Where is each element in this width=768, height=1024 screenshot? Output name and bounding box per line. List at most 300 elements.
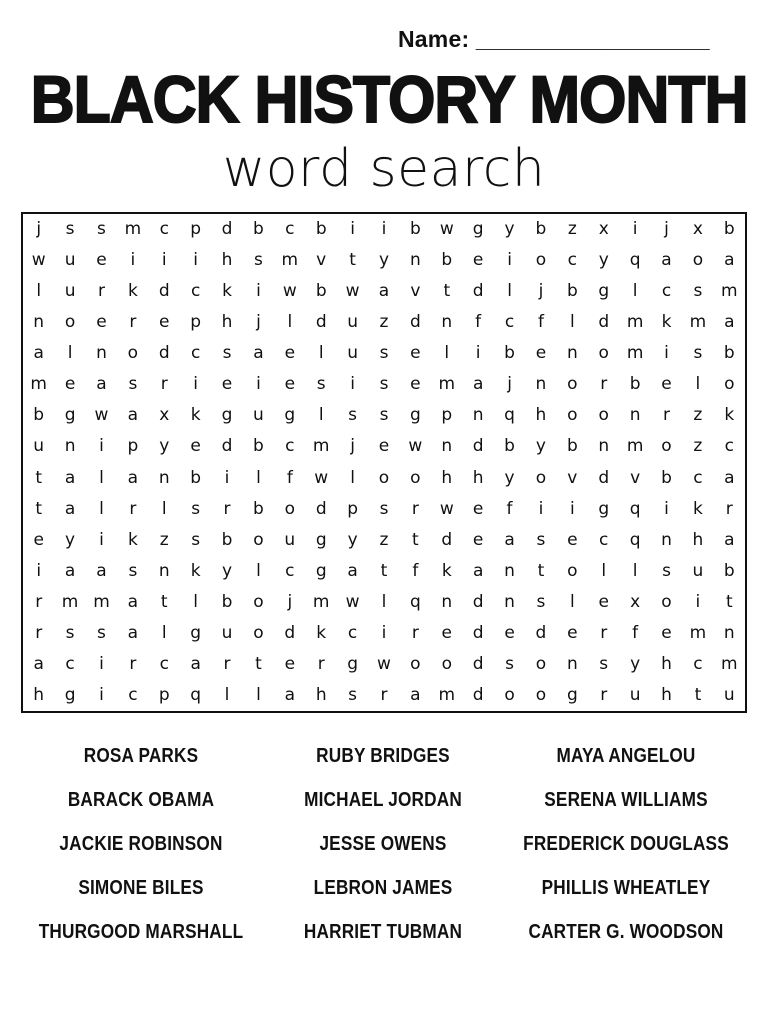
grid-letter[interactable]: c (190, 343, 201, 364)
grid-letter[interactable]: g (315, 529, 327, 550)
grid-letter[interactable]: b (661, 467, 672, 488)
grid-letter[interactable]: i (130, 250, 136, 271)
grid-letter[interactable]: t (255, 653, 262, 674)
grid-letter[interactable]: b (221, 529, 233, 550)
grid-letter[interactable]: n (96, 343, 107, 364)
grid-letter[interactable]: a (127, 467, 139, 488)
grid-letter[interactable]: t (537, 560, 545, 581)
grid-letter[interactable]: d (598, 467, 610, 488)
grid-letter[interactable]: i (664, 498, 669, 519)
grid-letter[interactable]: d (472, 622, 484, 643)
grid-letter[interactable]: e (661, 374, 672, 395)
grid-letter[interactable]: o (410, 653, 421, 674)
grid-letter[interactable]: s (97, 622, 106, 643)
grid-letter[interactable]: v (630, 467, 641, 488)
grid-letter[interactable]: k (692, 498, 703, 519)
grid-letter[interactable]: d (472, 653, 484, 674)
grid-letter[interactable]: m (438, 684, 456, 705)
grid-letter[interactable]: i (632, 219, 638, 240)
grid-letter[interactable]: u (347, 312, 358, 333)
grid-letter[interactable]: o (567, 374, 578, 395)
grid-letter[interactable]: a (96, 374, 107, 395)
grid-letter[interactable]: e (33, 529, 44, 550)
grid-letter[interactable]: a (504, 529, 515, 550)
grid-letter[interactable]: y (504, 467, 515, 488)
grid-letter[interactable]: w (439, 498, 454, 519)
grid-letter[interactable]: u (629, 684, 641, 705)
grid-letter[interactable]: n (566, 343, 578, 364)
grid-letter[interactable]: b (535, 219, 547, 240)
grid-letter[interactable]: c (159, 219, 169, 240)
grid-letter[interactable]: l (569, 591, 575, 612)
grid-letter[interactable]: z (693, 436, 703, 457)
grid-letter[interactable]: o (253, 591, 264, 612)
grid-letter[interactable]: b (504, 436, 515, 457)
grid-letter[interactable]: c (128, 684, 138, 705)
grid-letter[interactable]: t (694, 684, 702, 705)
grid-letter[interactable]: r (317, 653, 325, 674)
grid-letter[interactable]: s (128, 374, 138, 395)
grid-letter[interactable]: i (475, 343, 481, 364)
grid-letter[interactable]: i (256, 281, 261, 302)
grid-letter[interactable]: d (472, 281, 484, 302)
grid-letter[interactable]: o (692, 250, 704, 271)
grid-letter[interactable]: r (223, 498, 231, 519)
grid-letter[interactable]: n (441, 591, 453, 612)
grid-letter[interactable]: s (348, 405, 358, 426)
grid-letter[interactable]: i (664, 343, 669, 364)
grid-letter[interactable]: b (441, 250, 453, 271)
grid-letter[interactable]: i (695, 591, 701, 612)
grid-letter[interactable]: c (65, 653, 75, 674)
grid-letter[interactable]: e (159, 312, 170, 333)
grid-letter[interactable]: p (441, 405, 453, 426)
grid-letter[interactable]: s (222, 343, 232, 364)
grid-letter[interactable]: i (507, 250, 512, 271)
grid-letter[interactable]: b (253, 498, 264, 519)
grid-letter[interactable]: i (193, 374, 199, 395)
grid-letter[interactable]: o (724, 374, 735, 395)
grid-letter[interactable]: x (159, 405, 170, 426)
grid-letter[interactable]: h (441, 467, 453, 488)
grid-letter[interactable]: d (158, 281, 170, 302)
grid-letter[interactable]: e (567, 622, 578, 643)
grid-letter[interactable]: n (504, 591, 515, 612)
grid-letter[interactable]: h (221, 250, 233, 271)
grid-letter[interactable]: i (161, 250, 167, 271)
grid-letter[interactable]: z (159, 529, 169, 550)
grid-letter[interactable]: a (64, 467, 76, 488)
grid-letter[interactable]: h (33, 684, 45, 705)
grid-letter[interactable]: a (724, 250, 735, 271)
grid-letter[interactable]: q (629, 250, 641, 271)
grid-letter[interactable]: s (97, 219, 106, 240)
grid-letter[interactable]: e (221, 374, 233, 395)
grid-letter[interactable]: r (600, 622, 608, 643)
grid-letter[interactable]: o (598, 343, 609, 364)
grid-letter[interactable]: d (158, 343, 170, 364)
grid-letter[interactable]: x (630, 591, 641, 612)
grid-letter[interactable]: r (600, 684, 608, 705)
grid-letter[interactable]: c (285, 560, 295, 581)
grid-letter[interactable]: z (379, 312, 389, 333)
grid-letter[interactable]: w (314, 467, 329, 488)
grid-letter[interactable]: s (191, 529, 201, 550)
grid-letter[interactable]: i (99, 684, 104, 705)
grid-letter[interactable]: r (35, 591, 43, 612)
grid-letter[interactable]: o (535, 250, 547, 271)
grid-letter[interactable]: r (725, 498, 733, 519)
grid-letter[interactable]: b (190, 467, 202, 488)
grid-letter[interactable]: o (504, 684, 515, 705)
grid-letter[interactable]: c (567, 250, 578, 271)
grid-letter[interactable]: l (224, 684, 230, 705)
grid-letter[interactable]: s (316, 374, 326, 395)
grid-letter[interactable]: m (626, 343, 644, 364)
grid-letter[interactable]: m (626, 312, 644, 333)
grid-letter[interactable]: t (725, 591, 733, 612)
grid-letter[interactable]: k (441, 560, 452, 581)
grid-letter[interactable]: u (692, 560, 704, 581)
grid-letter[interactable]: b (409, 219, 421, 240)
grid-letter[interactable]: m (30, 374, 47, 395)
grid-letter[interactable]: l (256, 467, 261, 488)
grid-letter[interactable]: b (723, 219, 735, 240)
grid-letter[interactable]: e (504, 622, 515, 643)
grid-letter[interactable]: n (64, 436, 76, 457)
grid-letter[interactable]: t (349, 250, 356, 271)
grid-letter[interactable]: l (350, 467, 355, 488)
grid-letter[interactable]: g (409, 405, 421, 426)
grid-letter[interactable]: c (285, 219, 295, 240)
grid-letter[interactable]: z (379, 529, 389, 550)
grid-letter[interactable]: g (598, 281, 610, 302)
grid-letter[interactable]: i (36, 560, 42, 581)
grid-letter[interactable]: b (253, 219, 264, 240)
grid-letter[interactable]: d (409, 312, 421, 333)
grid-letter[interactable]: z (693, 405, 703, 426)
grid-letter[interactable]: o (535, 653, 547, 674)
grid-letter[interactable]: m (281, 250, 299, 271)
grid-letter[interactable]: s (379, 343, 389, 364)
grid-letter[interactable]: e (472, 498, 484, 519)
grid-letter[interactable]: p (158, 684, 170, 705)
grid-letter[interactable]: m (312, 436, 330, 457)
grid-letter[interactable]: a (64, 560, 76, 581)
grid-letter[interactable]: j (36, 219, 42, 240)
grid-letter[interactable]: n (158, 467, 170, 488)
grid-letter[interactable]: s (505, 653, 514, 674)
grid-letter[interactable]: n (629, 405, 641, 426)
grid-letter[interactable]: g (566, 684, 578, 705)
grid-letter[interactable]: a (347, 560, 358, 581)
grid-letter[interactable]: r (129, 498, 137, 519)
grid-letter[interactable]: o (378, 467, 390, 488)
grid-letter[interactable]: g (284, 405, 296, 426)
grid-letter[interactable]: n (441, 312, 453, 333)
grid-letter[interactable]: h (661, 684, 672, 705)
grid-letter[interactable]: i (381, 219, 387, 240)
grid-letter[interactable]: e (598, 591, 609, 612)
grid-letter[interactable]: t (412, 529, 419, 550)
grid-letter[interactable]: m (124, 219, 142, 240)
grid-letter[interactable]: a (724, 312, 735, 333)
grid-letter[interactable]: g (190, 622, 202, 643)
grid-letter[interactable]: e (441, 622, 452, 643)
grid-letter[interactable]: l (67, 343, 73, 364)
grid-letter[interactable]: k (222, 281, 232, 302)
grid-letter[interactable]: s (379, 498, 389, 519)
grid-letter[interactable]: s (693, 343, 703, 364)
grid-letter[interactable]: l (256, 560, 261, 581)
grid-letter[interactable]: b (723, 560, 735, 581)
grid-letter[interactable]: u (64, 281, 76, 302)
grid-letter[interactable]: e (472, 529, 484, 550)
grid-letter[interactable]: k (661, 312, 672, 333)
grid-letter[interactable]: f (632, 622, 639, 643)
grid-letter[interactable]: k (190, 405, 201, 426)
grid-letter[interactable]: j (507, 374, 512, 395)
grid-letter[interactable]: h (472, 467, 484, 488)
grid-letter[interactable]: e (410, 374, 421, 395)
grid-letter[interactable]: a (472, 374, 484, 395)
grid-letter[interactable]: c (661, 281, 672, 302)
grid-letter[interactable]: o (284, 498, 296, 519)
grid-letter[interactable]: i (381, 622, 387, 643)
grid-letter[interactable]: b (315, 219, 327, 240)
grid-letter[interactable]: g (64, 684, 76, 705)
grid-letter[interactable]: r (380, 684, 388, 705)
grid-letter[interactable]: n (661, 529, 672, 550)
grid-letter[interactable]: p (190, 312, 202, 333)
grid-letter[interactable]: t (35, 498, 43, 519)
grid-letter[interactable]: h (315, 684, 327, 705)
grid-letter[interactable]: b (33, 405, 45, 426)
grid-letter[interactable]: m (61, 591, 79, 612)
grid-letter[interactable]: w (439, 219, 454, 240)
grid-letter[interactable]: n (535, 374, 547, 395)
grid-letter[interactable]: j (664, 219, 669, 240)
grid-letter[interactable]: t (443, 281, 451, 302)
grid-letter[interactable]: z (567, 219, 577, 240)
grid-letter[interactable]: a (410, 684, 421, 705)
grid-letter[interactable]: q (504, 405, 515, 426)
grid-letter[interactable]: c (190, 281, 201, 302)
grid-letter[interactable]: e (567, 529, 578, 550)
grid-letter[interactable]: i (99, 653, 104, 674)
grid-letter[interactable]: o (535, 467, 547, 488)
grid-letter[interactable]: m (689, 622, 707, 643)
grid-letter[interactable]: r (160, 374, 168, 395)
grid-letter[interactable]: g (315, 560, 327, 581)
grid-letter[interactable]: l (569, 312, 575, 333)
grid-letter[interactable]: r (411, 498, 419, 519)
grid-letter[interactable]: i (224, 467, 230, 488)
grid-letter[interactable]: y (65, 529, 76, 550)
grid-letter[interactable]: c (724, 436, 734, 457)
grid-letter[interactable]: s (536, 591, 546, 612)
grid-letter[interactable]: y (598, 250, 609, 271)
grid-letter[interactable]: m (93, 591, 110, 612)
grid-letter[interactable]: g (221, 405, 233, 426)
grid-letter[interactable]: e (96, 250, 107, 271)
grid-letter[interactable]: g (598, 498, 610, 519)
grid-letter[interactable]: o (661, 436, 672, 457)
grid-letter[interactable]: j (256, 312, 261, 333)
grid-letter[interactable]: w (31, 250, 46, 271)
grid-letter[interactable]: c (599, 529, 609, 550)
grid-letter[interactable]: l (99, 498, 104, 519)
grid-letter[interactable]: b (221, 591, 233, 612)
grid-letter[interactable]: j (350, 436, 355, 457)
grid-letter[interactable]: y (159, 436, 170, 457)
grid-letter[interactable]: n (158, 560, 170, 581)
grid-letter[interactable]: w (377, 653, 391, 674)
grid-letter[interactable]: s (379, 374, 389, 395)
grid-letter[interactable]: i (569, 498, 575, 519)
grid-letter[interactable]: s (693, 281, 703, 302)
grid-letter[interactable]: o (441, 653, 452, 674)
grid-letter[interactable]: h (661, 653, 672, 674)
grid-letter[interactable]: k (190, 560, 201, 581)
grid-letter[interactable]: k (127, 281, 138, 302)
grid-letter[interactable]: d (472, 436, 484, 457)
grid-letter[interactable]: x (598, 219, 609, 240)
grid-letter[interactable]: p (347, 498, 358, 519)
grid-letter[interactable]: i (99, 529, 104, 550)
grid-letter[interactable]: s (599, 653, 609, 674)
grid-letter[interactable]: d (284, 622, 296, 643)
grid-letter[interactable]: d (221, 436, 233, 457)
grid-letter[interactable]: b (253, 436, 264, 457)
grid-letter[interactable]: h (221, 312, 233, 333)
grid-letter[interactable]: u (253, 405, 264, 426)
grid-letter[interactable]: v (316, 250, 327, 271)
grid-letter[interactable]: n (566, 653, 578, 674)
grid-letter[interactable]: n (504, 560, 515, 581)
grid-letter[interactable]: b (315, 281, 327, 302)
grid-letter[interactable]: l (444, 343, 450, 364)
grid-letter[interactable]: n (723, 622, 735, 643)
grid-letter[interactable]: v (410, 281, 421, 302)
grid-letter[interactable]: e (64, 374, 76, 395)
grid-letter[interactable]: r (223, 653, 231, 674)
grid-letter[interactable]: l (161, 622, 167, 643)
grid-letter[interactable]: s (65, 219, 75, 240)
grid-letter[interactable]: a (33, 653, 44, 674)
grid-letter[interactable]: a (724, 529, 735, 550)
grid-letter[interactable]: a (96, 560, 107, 581)
grid-letter[interactable]: g (472, 219, 484, 240)
grid-letter[interactable]: s (191, 498, 201, 519)
grid-letter[interactable]: d (598, 312, 610, 333)
grid-letter[interactable]: l (287, 312, 293, 333)
grid-letter[interactable]: f (412, 560, 419, 581)
grid-letter[interactable]: y (347, 529, 358, 550)
grid-letter[interactable]: o (253, 622, 264, 643)
grid-letter[interactable]: a (64, 498, 76, 519)
grid-letter[interactable]: a (253, 343, 264, 364)
grid-letter[interactable]: f (475, 312, 482, 333)
grid-letter[interactable]: o (567, 405, 578, 426)
grid-letter[interactable]: m (721, 281, 738, 302)
grid-letter[interactable]: b (566, 281, 578, 302)
grid-letter[interactable]: p (127, 436, 139, 457)
grid-letter[interactable]: y (535, 436, 546, 457)
grid-letter[interactable]: d (315, 312, 327, 333)
grid-letter[interactable]: o (567, 560, 578, 581)
grid-letter[interactable]: d (535, 622, 547, 643)
grid-letter[interactable]: t (380, 560, 388, 581)
grid-letter[interactable]: i (193, 250, 199, 271)
grid-letter[interactable]: e (472, 250, 484, 271)
grid-letter[interactable]: m (438, 374, 456, 395)
grid-letter[interactable]: y (630, 653, 641, 674)
grid-letter[interactable]: s (379, 405, 389, 426)
grid-letter[interactable]: h (535, 405, 547, 426)
grid-letter[interactable]: r (129, 653, 137, 674)
grid-letter[interactable]: n (33, 312, 45, 333)
grid-letter[interactable]: o (253, 529, 264, 550)
grid-letter[interactable]: o (535, 684, 547, 705)
grid-letter[interactable]: i (99, 436, 104, 457)
grid-letter[interactable]: a (724, 467, 735, 488)
grid-letter[interactable]: q (190, 684, 202, 705)
grid-letter[interactable]: i (256, 374, 261, 395)
grid-letter[interactable]: c (693, 467, 703, 488)
grid-letter[interactable]: l (256, 684, 261, 705)
grid-letter[interactable]: e (661, 622, 672, 643)
grid-letter[interactable]: e (378, 436, 390, 457)
grid-letter[interactable]: r (35, 622, 43, 643)
grid-letter[interactable]: f (537, 312, 544, 333)
grid-letter[interactable]: y (222, 560, 233, 581)
grid-letter[interactable]: e (190, 436, 201, 457)
grid-letter[interactable]: a (472, 560, 484, 581)
grid-letter[interactable]: a (127, 591, 139, 612)
grid-letter[interactable]: l (632, 281, 638, 302)
grid-letter[interactable]: e (284, 653, 296, 674)
grid-letter[interactable]: u (723, 684, 735, 705)
grid-letter[interactable]: l (193, 591, 199, 612)
grid-letter[interactable]: p (190, 219, 202, 240)
grid-letter[interactable]: n (598, 436, 610, 457)
grid-letter[interactable]: n (441, 436, 453, 457)
grid-letter[interactable]: l (99, 467, 104, 488)
grid-letter[interactable]: e (284, 374, 296, 395)
grid-letter[interactable]: c (159, 653, 169, 674)
grid-letter[interactable]: m (626, 436, 644, 457)
grid-letter[interactable]: l (36, 281, 42, 302)
grid-letter[interactable]: r (600, 374, 608, 395)
grid-letter[interactable]: s (536, 529, 546, 550)
grid-letter[interactable]: a (127, 405, 139, 426)
grid-letter[interactable]: e (535, 343, 547, 364)
grid-letter[interactable]: t (160, 591, 168, 612)
grid-letter[interactable]: l (318, 343, 324, 364)
grid-letter[interactable]: k (724, 405, 735, 426)
grid-letter[interactable]: c (285, 436, 295, 457)
grid-letter[interactable]: l (601, 560, 607, 581)
grid-letter[interactable]: o (127, 343, 139, 364)
grid-letter[interactable]: w (282, 281, 297, 302)
grid-letter[interactable]: s (65, 622, 75, 643)
grid-letter[interactable]: x (692, 219, 703, 240)
grid-letter[interactable]: a (284, 684, 296, 705)
grid-letter[interactable]: w (408, 436, 423, 457)
grid-letter[interactable]: t (35, 467, 43, 488)
grid-letter[interactable]: u (347, 343, 358, 364)
